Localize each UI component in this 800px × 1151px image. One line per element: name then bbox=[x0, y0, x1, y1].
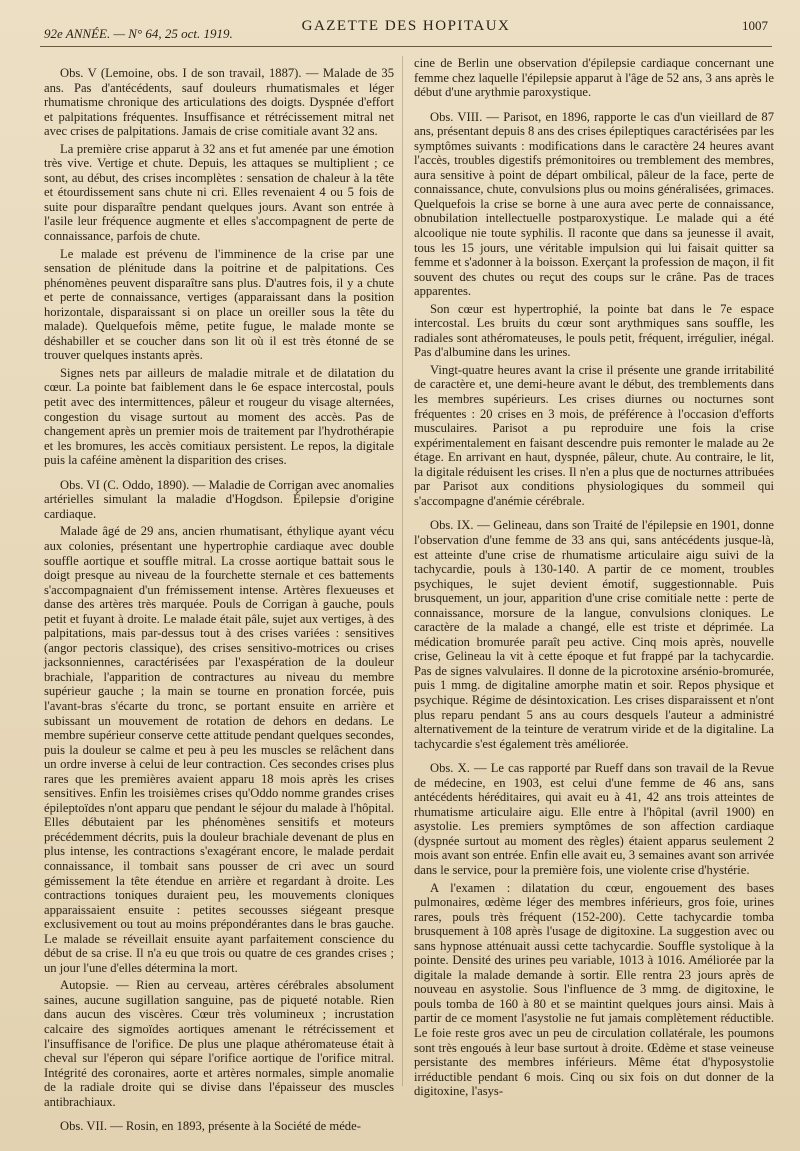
paragraph: Son cœur est hypertrophié, la pointe bat dans le 7e espace intercostal. Les bruits du cœur sont arythmiques sans souffle, les radiales sont athéromateuses, le pouls petit, fréquent, irrégulier, inégal. Pas d'albumine dans les urines. bbox=[414, 301, 774, 360]
page-number: 1007 bbox=[742, 18, 768, 33]
paragraph: Le malade est prévenu de l'imminence de la crise par une sensation de plénitude dans la poitrine et de palpitations. Ces phénomènes peuvent disparaître sans plus. D'autres fois, il y a chute et perte de connaissance, vertiges (apparaissant dans la position horizontale, disparaissant si on place un oreiller sous la tête du malade). Quelquefois même, petite fugue, le malade monte se déshabiller et se coucher dans son lit où il est très étonné de se trouver quelques instants après. bbox=[44, 246, 394, 363]
column-divider bbox=[402, 56, 403, 1086]
autopsy-paragraph: Autopsie. — Rien au cerveau, artères cérébrales absolument saines, aucune sugillation sanguine, pas de piqueté notable. Rien dans aucun des viscères. Cœur très volumineux ; incrustation calcaire des sigmoïdes aortiques amenant le rétrécissement et l'insuffisance de l'orifice. De plus une plaque athéromateuse était à cheval sur l'éperon qui sépare l'orifice aortique de l'orifice mitral. Intégrité des coronaires, aorte et artères normales, simple anomalie de la radiale droite qui se divise dans l'épaisseur des muscles antibrachiaux. bbox=[44, 978, 394, 1109]
observation-ix: Obs. IX. — Gelineau, dans son Traité de l'épilepsie en 1901, donne l'observation d'une femme de 33 ans qui, sans antécédents jusque-là, est atteinte d'une crise de rhumatisme articulaire aigu suivi de la tachycardie, pouls à 130-140. A partir de ce moment, troubles psychiques, le sujet devient émotif, suggestionnable. Puis brusquement, un jour, apparition d'une crise comitiale nette : perte de connaissance, morsure de la langue, convulsions cloniques. Le caractère de la malade a changé, elle est triste et déprimée. La médication bromurée paraît peu active. Cinq mois après, nouvelle crise, Gelineau la vit à cette époque et fut frappé par la tachycardie. Pas de signes valvulaires. Il donne de la picrotoxine arsénio-bromurée, puis 1 mmg. de digitaline amorphe matin et soir. Repos physique et psychique. Régime de désintoxication. Les crises disparaissent et n'ont plus reparu pendant 5 ans au cours desquels l'auteur a administré alternativement de la teinture de veratrum viride et de la digitaline. La tachycardie s'est également très améliorée. bbox=[414, 518, 774, 751]
observation-vi: Obs. VI (C. Oddo, 1890). — Maladie de Corrigan avec anomalies artérielles simulant la maladie d'Hogdson. Épilepsie d'origine cardiaque. bbox=[44, 477, 394, 521]
observation-viii: Obs. VIII. — Parisot, en 1896, rapporte le cas d'un vieillard de 87 ans, présentant depuis 8 ans des crises épileptiques caractérisées par les symptômes suivants : modifications dans le caractère 24 heures avant l'accès, troubles digestifs prémonitoires ou tremblement des membres, aura sensitive à point de départ ombilical, pâleur de la face, perte de connaissance, chute, convulsions plus ou moins généralisées, grimaces. Quelquefois la crise se borne à une aura avec perte de connaissance, obnubilation intellectuelle postparoxystique. Le malade qui a été alcoolique nie toute syphilis. Il raconte que dans sa jeunesse il avait, tous les 15 jours, une véritable impulsion qui lui faisait quitter sa femme et s'adonner à la boisson. Exerçant la profession de maçon, il fit souvent des chutes ou reçut des coups sur le crâne. Pas de traces apparentes. bbox=[414, 109, 774, 299]
paragraph: A l'examen : dilatation du cœur, engouement des bases pulmonaires, œdème léger des membres inférieurs, gros foie, urines rares, pouls très fréquent (152-200). Cette tachycardie tomba brusquement à 108 après l'usage de digitoxine. La suggestion avec ou sans hypnose atténuait aussi cette tachycardie. Souffle systolique à la pointe. Densité des urines peu variable, 1013 à 1016. Améliorée par la digitale la malade demande à sortir. Elle rentra 23 jours après de nouveau en asystolie. Sous l'influence de 3 mmg. de digitoxine, le pouls tomba de 160 à 80 et se maintint quelques jours ainsi. Mais à partir de ce moment l'asystolie ne fut jamais complètement réductible. Le foie reste gros avec un peu de circulation collatérale, les poumons sont très engoués à leur base surtout à droite. Œdème et stase veineuse persistante des membres inférieurs. Même état d'hyposystolie irréductible pendant 6 mois. Cinq ou six fois on dut donner de la digitoxine, l'asys- bbox=[414, 880, 774, 1099]
paragraph: Signes nets par ailleurs de maladie mitrale et de dilatation du cœur. La pointe bat faiblement dans le 6e espace intercostal, pouls petit avec des intermittences, pâleur et rougeur du visage alternées, congestion du visage surtout au moment des accès. Pas de changement après un premier mois de traitement par l'hydrothérapie et les bromures, les accès comitiaux persistent. Le repos, la digitale puis la caféine amènent la disparition des crises. bbox=[44, 365, 394, 468]
paragraph-continued: cine de Berlin une observation d'épilepsie cardiaque concernant une femme chez laquelle l'épilepsie apparut à l'âge de 52 ans, 3 ans après le début d'une arythmie paroxystique. bbox=[414, 56, 774, 100]
observation-x: Obs. X. — Le cas rapporté par Rueff dans son travail de la Revue de médecine, en 1903, est celui d'une femme de 46 ans, sans antécédents héréditaires, qui avait eu à 41, 42 ans trois atteintes de rhumatisme articulaire aigu. Elle entre à l'hôpital (avril 1900) en asystolie. Les premiers symptômes de son affection cardiaque (dyspnée surtout au moment des règles) étaient apparus seulement 2 mois avant son entrée. Enfin elle avait eu, 3 semaines avant son arrivée dans le service, pour la première fois, une violente crise d'hystérie. bbox=[414, 761, 774, 877]
left-column bbox=[44, 56, 394, 1137]
issue-info: 92e ANNÉE. — N° 64, 25 oct. 1919. bbox=[44, 26, 233, 41]
observation-v: Obs. V (Lemoine, obs. I de son travail, 1887). — Malade de 35 ans. Pas d'antécédents, sauf douleurs rhumatismales et léger rhumatisme chronique des articulations des doigts. Dyspnée d'effort et palpitations fréquentes. Insuffisance et rétrécissement mitral net avec crises de palpitations. Jamais de crise comitiale avant 32 ans. bbox=[44, 66, 394, 139]
page-header bbox=[40, 12, 772, 47]
paragraph: La première crise apparut à 32 ans et fut amenée par une émotion très vive. Vertige et chute. Depuis, les attaques se multiplient ; ce sont, au début, des crises incomplètes : sensation de chaleur à la tête et étourdissement sans chute ni cri. Elles revenaient 4 ou 5 fois de suite pour disparaître pendant quelques jours. Avant son entrée à l'asile leur fréquence augmente et elles s'accompagnent de perte de connaissance, parfois de chute. bbox=[44, 141, 394, 244]
right-column bbox=[414, 56, 774, 1102]
publication-title: GAZETTE DES HOPITAUX bbox=[301, 18, 511, 34]
observation-vii: Obs. VII. — Rosin, en 1893, présente à la Société de méde- bbox=[60, 1119, 361, 1134]
paragraph: Malade âgé de 29 ans, ancien rhumatisant, éthylique ayant vécu aux colonies, présentant une hypertrophie cardiaque avec double souffle aortique et souffle mitral. La crosse aortique battait sous le doigt presque au niveau de la fourchette sternale et ces battements s'accompagnaient d'un frémissement intense. Artères flexueuses et danse des artères très marquée. Pouls de Corrigan à gauche, pouls petit et fuyant à droite. Le malade était pâle, sujet aux vertiges, à des palpitations, mais par-dessus tout à des crises variées : sensitives (angor pectoris classique), des crises sensitivo-motrices ou crises jacksonniennes, caractérisées par l'exaspération de la douleur brachiale, l'apparition de contractures au niveau du membre supérieur gauche ; la main se tourne en pronation forcée, puis l'avant-bras s'écarte du tronc, se portant ensuite en arrière et subissant un mouvement de rotation de dehors en dedans. Le membre supérieur conserve cette attitude pendant quelques secondes, puis la douleur se calme et peu à peu les muscles se relâchent dans un ordre inverse à celui de leur contraction. Ces secondes crises plus rares que les premières avaient apparu 18 mois après les crises sensitives. Enfin les troisièmes crises qu'Oddo nomme grandes crises épileptoïdes n'ont apparu que pendant le séjour du malade à l'hôpital. Elles débutaient par les phénomènes sensitifs et moteurs précédemment décrits, puis la douleur brachiale devenant de plus en plus intense, les contractions s'exagérant encore, le malade perdait connaissance, il tombait sans pousser de cri avec un sourd gémissement la tête étendue en arrière et regardant à droite. Les contractions toniques duraient peu, les mouvements cloniques apparaissaient ensuite : petites secousses siégeant presque exclusivement ou tout au moins prépondérantes dans le bras gauche. Le malade se réveillait ensuite ayant parfaitement conscience du début de sa crise. Il n'a eu que trois ou quatre de ces grandes crises ; un jour l'une d'elles détermina la mort. bbox=[44, 524, 394, 975]
paragraph: Vingt-quatre heures avant la crise il présente une grande irritabilité de caractère et, une demi-heure avant le début, des tremblements dans les membres supérieurs. Les crises diurnes ou nocturnes sont fréquentes : 20 crises en 3 mois, de préférence à l'occasion d'efforts musculaires. Parisot a pu reproduire une fois la crise expérimentalement en faisant descendre puis remonter le malade au 2e étage. En arrivant en haut, dyspnée, pâleur, chute. Au contraire, le lit, la digitale réduisent les crises. Il n'en a plus que de nocturnes attribuées par Parisot aux conditions physiologiques du sommeil qui s'accompagne d'anémie cérébrale. bbox=[414, 362, 774, 508]
